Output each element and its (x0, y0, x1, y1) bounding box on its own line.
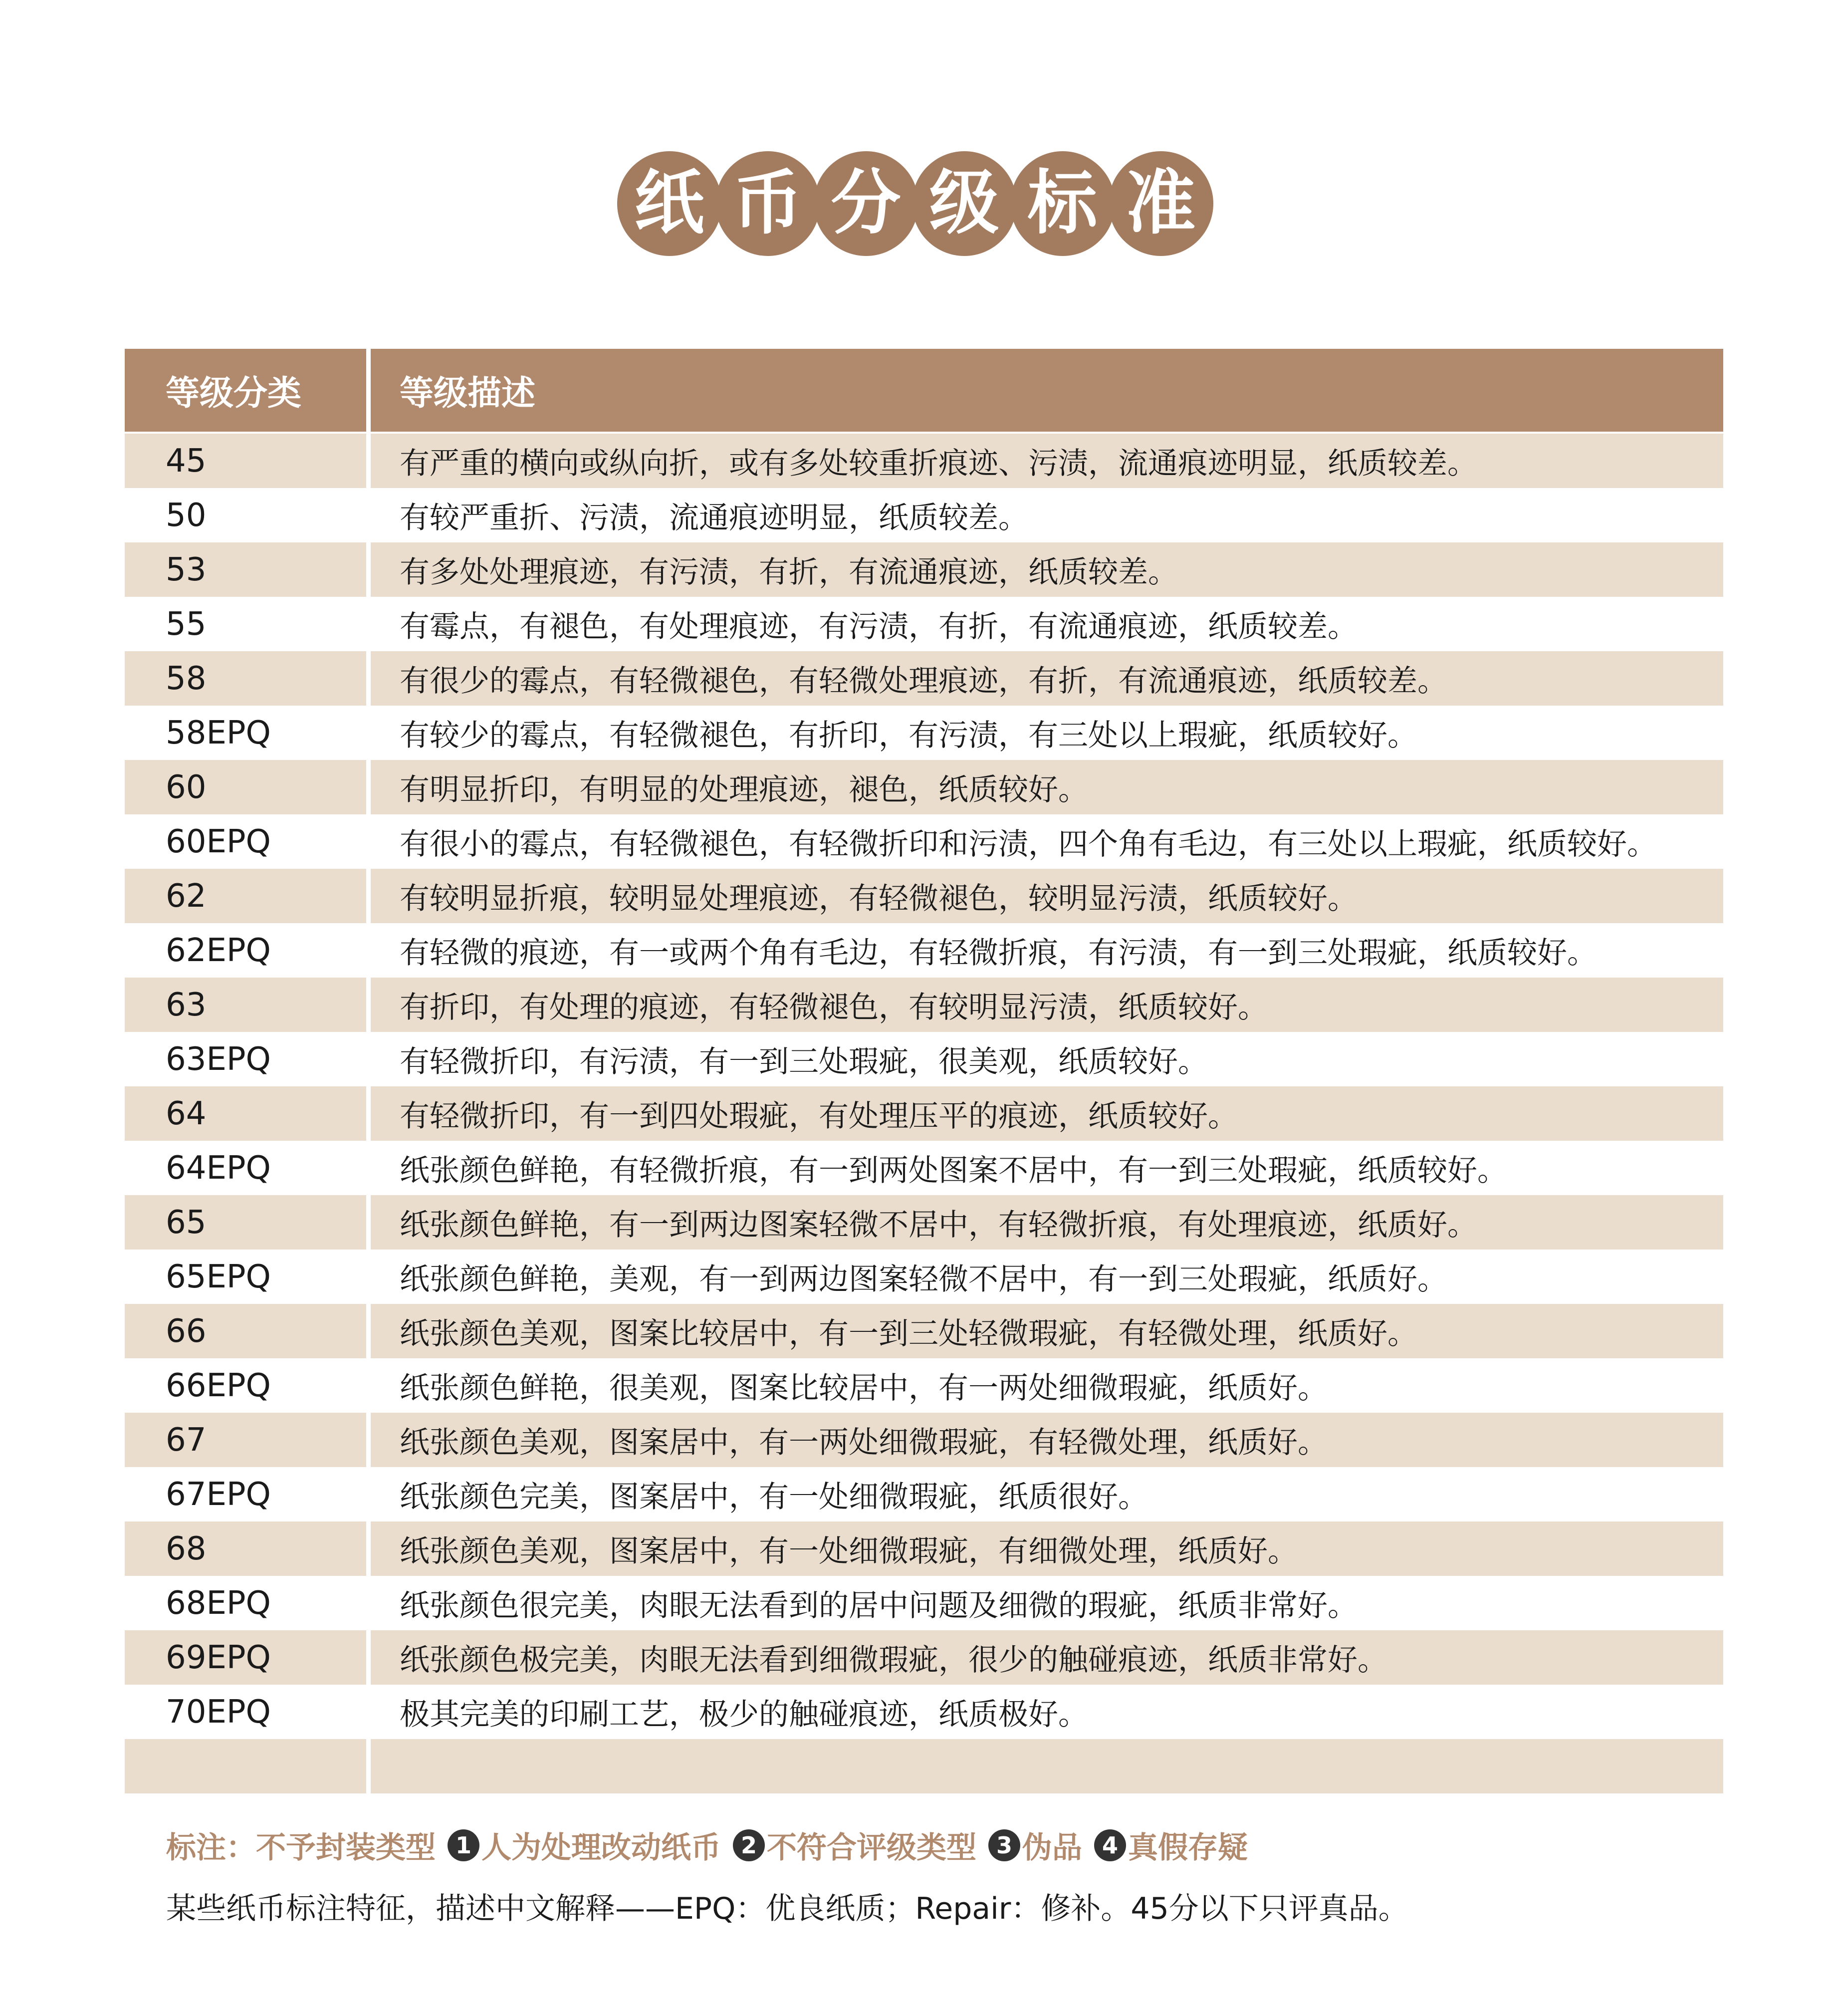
table-row (125, 978, 1723, 1032)
title-char: 级 (912, 151, 1017, 256)
column-divider (366, 349, 371, 432)
description-cell: 有霉点，有褪色，有处理痕迹，有污渍，有折，有流通痕迹，纸质较差。 (400, 609, 1358, 644)
description-cell: 纸张颜色极完美，肉眼无法看到细微瑕疵，很少的触碰痕迹，纸质非常好。 (400, 1642, 1387, 1678)
table-row (125, 1685, 1723, 1739)
table-row (125, 1413, 1723, 1467)
note-label: 标注：不予封装类型 (166, 1830, 436, 1865)
description-cell: 有轻微折印，有一到四处瑕疵，有处理压平的痕迹，纸质较好。 (400, 1098, 1238, 1134)
column-divider (366, 542, 371, 597)
description-cell: 有折印，有处理的痕迹，有轻微褪色，有较明显污渍，纸质较好。 (400, 990, 1268, 1025)
grade-cell: 62 (166, 877, 207, 915)
table-row (125, 1630, 1723, 1685)
grade-cell: 66 (166, 1312, 207, 1350)
column-divider (366, 760, 371, 814)
grade-cell: 58 (166, 660, 207, 697)
title-char: 准 (1109, 151, 1213, 256)
grade-cell: 68 (166, 1530, 207, 1567)
table-row (125, 869, 1723, 923)
table-row (125, 923, 1723, 978)
table-row (125, 706, 1723, 760)
note-item: 不符合评级类型 (767, 1830, 976, 1865)
title-char: 纸 (617, 151, 722, 256)
grade-cell: 55 (166, 605, 207, 643)
grade-cell: 62EPQ (166, 932, 271, 969)
table-body (125, 434, 1723, 1793)
grade-cell: 66EPQ (166, 1367, 271, 1404)
description-cell: 纸张颜色美观，图案居中，有一处细微瑕疵，有细微处理，纸质好。 (400, 1533, 1298, 1569)
description-cell: 纸张颜色完美，图案居中，有一处细微瑕疵，纸质很好。 (400, 1479, 1148, 1514)
description-cell (371, 1739, 1723, 1793)
description-cell: 有轻微折印，有污渍，有一到三处瑕疵，很美观，纸质较好。 (400, 1044, 1208, 1079)
header-grade: 等级分类 (166, 373, 302, 413)
column-divider (366, 1032, 371, 1086)
column-divider (366, 488, 371, 542)
description-cell: 有较明显折痕，较明显处理痕迹，有轻微褪色，较明显污渍，纸质较好。 (400, 881, 1358, 916)
description-cell: 纸张颜色鲜艳，美观，有一到两边图案轻微不居中，有一到三处瑕疵，纸质好。 (400, 1261, 1447, 1297)
table-row (125, 1250, 1723, 1304)
column-divider (366, 978, 371, 1032)
note-item: 真假存疑 (1128, 1830, 1248, 1865)
table-row (125, 434, 1723, 488)
grade-cell: 69EPQ (166, 1639, 271, 1676)
table-row (125, 1032, 1723, 1086)
grade-cell: 53 (166, 551, 207, 588)
number-1-badge: 1 (448, 1829, 479, 1861)
description-cell: 有较严重折、污渍，流通痕迹明显，纸质较差。 (400, 500, 1028, 535)
column-divider (366, 1413, 371, 1467)
grade-cell: 60EPQ (166, 823, 271, 860)
grade-cell: 65EPQ (166, 1258, 271, 1295)
column-divider (366, 923, 371, 978)
note-item: 人为处理改动纸币 (481, 1830, 721, 1865)
note-item: 伪品 (1022, 1830, 1082, 1865)
title-char: 标 (1010, 151, 1115, 256)
grade-cell (125, 1739, 366, 1793)
table-row (125, 1358, 1723, 1413)
table-row (125, 1576, 1723, 1630)
description-cell: 有多处处理痕迹，有污渍，有折，有流通痕迹，纸质较差。 (400, 554, 1178, 590)
column-divider (366, 1685, 371, 1739)
description-cell: 纸张颜色鲜艳，有轻微折痕，有一到两处图案不居中，有一到三处瑕疵，纸质较好。 (400, 1153, 1507, 1188)
column-divider (366, 1739, 371, 1793)
table-row (125, 1467, 1723, 1521)
description-cell: 纸张颜色美观，图案居中，有一两处细微瑕疵，有轻微处理，纸质好。 (400, 1425, 1328, 1460)
grade-cell: 60 (166, 768, 207, 806)
note-unsealed-types (166, 1824, 1248, 1867)
description-cell: 有严重的横向或纵向折，或有多处较重折痕迹、污渍，流通痕迹明显，纸质较差。 (400, 446, 1477, 481)
description-cell: 纸张颜色很完美，肉眼无法看到的居中问题及细微的瑕疵，纸质非常好。 (400, 1588, 1358, 1623)
description-cell: 纸张颜色鲜艳，有一到两边图案轻微不居中，有轻微折痕，有处理痕迹，纸质好。 (400, 1207, 1477, 1243)
grade-cell: 58EPQ (166, 714, 271, 752)
column-divider (366, 1630, 371, 1685)
column-divider (366, 1250, 371, 1304)
column-divider (366, 706, 371, 760)
grade-cell: 67 (166, 1421, 207, 1459)
column-divider (366, 597, 371, 651)
number-2-badge: 2 (733, 1829, 765, 1861)
column-divider (366, 651, 371, 706)
grade-cell: 63 (166, 986, 207, 1023)
title-char: 币 (715, 151, 820, 256)
grade-table (125, 349, 1723, 1793)
description-cell: 有明显折印，有明显的处理痕迹，褪色，纸质较好。 (400, 772, 1088, 807)
table-row (125, 814, 1723, 869)
grade-cell: 50 (166, 497, 207, 534)
description-cell: 极其完美的印刷工艺，极少的触碰痕迹，纸质极好。 (400, 1697, 1088, 1732)
column-divider (366, 1086, 371, 1141)
table-row (125, 651, 1723, 706)
column-divider (366, 1141, 371, 1195)
column-divider (366, 1195, 371, 1250)
column-divider (366, 1358, 371, 1413)
page-title (0, 151, 1830, 256)
grade-cell: 70EPQ (166, 1693, 271, 1731)
grade-cell: 68EPQ (166, 1584, 271, 1622)
table-row (125, 1521, 1723, 1576)
column-divider (366, 1467, 371, 1521)
table-row (125, 1304, 1723, 1358)
column-divider (366, 434, 371, 488)
description-cell: 有很小的霉点，有轻微褪色，有轻微折印和污渍，四个角有毛边，有三处以上瑕疵，纸质较好。 (400, 826, 1657, 862)
title-char: 分 (814, 151, 918, 256)
grade-cell: 67EPQ (166, 1476, 271, 1513)
grade-cell: 64 (166, 1095, 207, 1132)
grade-cell: 63EPQ (166, 1040, 271, 1078)
description-cell: 纸张颜色鲜艳，很美观，图案比较居中，有一两处细微瑕疵，纸质好。 (400, 1370, 1328, 1406)
table-header (125, 349, 1723, 432)
description-cell: 有轻微的痕迹，有一或两个角有毛边，有轻微折痕，有污渍，有一到三处瑕疵，纸质较好。 (400, 935, 1597, 971)
column-divider (366, 869, 371, 923)
grade-cell: 45 (166, 442, 207, 480)
table-row (125, 760, 1723, 814)
grade-cell: 65 (166, 1204, 207, 1241)
table-row (125, 1739, 1723, 1793)
table-row (125, 488, 1723, 542)
number-3-badge: 3 (988, 1829, 1020, 1861)
column-divider (366, 814, 371, 869)
column-divider (366, 1521, 371, 1576)
table-row (125, 1141, 1723, 1195)
table-row (125, 542, 1723, 597)
grade-cell: 64EPQ (166, 1149, 271, 1187)
table-row (125, 597, 1723, 651)
header-description: 等级描述 (400, 373, 536, 413)
table-row (125, 1195, 1723, 1250)
note-epq-explanation: 某些纸币标注特征，描述中文解释——EPQ：优良纸质；Repair：修补。45分以下只评真品。 (166, 1891, 1408, 1926)
description-cell: 有很少的霉点，有轻微褪色，有轻微处理痕迹，有折，有流通痕迹，纸质较差。 (400, 663, 1447, 699)
number-4-badge: 4 (1094, 1829, 1126, 1861)
description-cell: 纸张颜色美观，图案比较居中，有一到三处轻微瑕疵，有轻微处理，纸质好。 (400, 1316, 1417, 1351)
description-cell: 有较少的霉点，有轻微褪色，有折印，有污渍，有三处以上瑕疵，纸质较好。 (400, 718, 1417, 753)
column-divider (366, 1304, 371, 1358)
table-row (125, 1086, 1723, 1141)
column-divider (366, 1576, 371, 1630)
